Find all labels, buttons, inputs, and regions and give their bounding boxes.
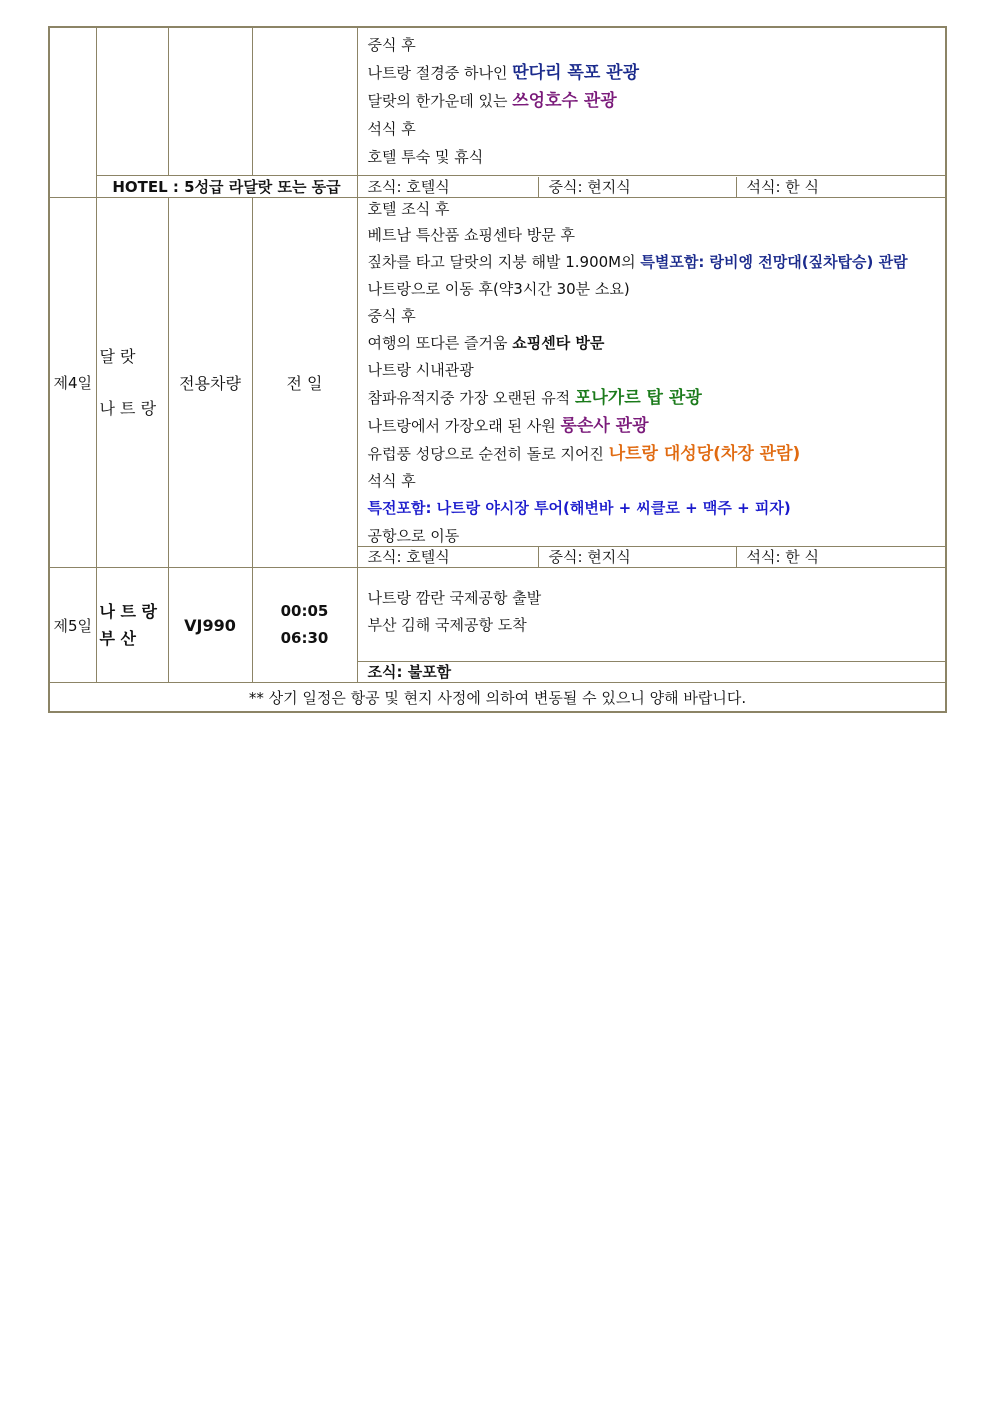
day3-line-2: 나트랑 절경중 하나인 딴다리 폭포 관광	[367, 63, 640, 83]
day4-place-cell	[96, 198, 168, 568]
day3-label-cell	[49, 27, 96, 198]
langbiang-highlight: 특별포함: 랑비엥 전망대(짚차탑승) 관람	[640, 253, 908, 271]
day5-place-cell	[96, 568, 168, 683]
day4-place-nhatrang: 나 트 랑	[99, 398, 157, 418]
day4-breakfast: 조식: 호텔식	[358, 547, 539, 567]
day4-line-1: 호텔 조식 후	[367, 200, 450, 218]
footer-row	[49, 683, 946, 713]
hotel-info: HOTEL : 5성급 라달랏 또는 동급	[96, 176, 357, 198]
day5-flight: VJ990	[168, 568, 252, 683]
day5-arrival-time: 06:30	[280, 629, 329, 647]
day4-line-7: 나트랑 시내관광	[367, 361, 474, 379]
day4-line-2: 베트남 특산품 쇼핑센타 방문 후	[367, 226, 575, 244]
day3-schedule-row	[49, 27, 946, 176]
day4-label: 제4일	[49, 198, 96, 568]
day4-line-3: 짚차를 타고 달랏의 지붕 해발 1.900M의 특별포함: 랑비엥 전망대(짚차탑승) 관람	[367, 253, 908, 271]
day5-line-2: 부산 김해 국제공항 도착	[367, 616, 527, 634]
day4-dinner: 석식: 한 식	[746, 548, 820, 566]
day4-description	[357, 198, 946, 547]
day4-meals	[357, 547, 946, 568]
day5-schedule-row	[49, 568, 946, 662]
day4-line-9: 나트랑에서 가장오래 된 사원 롱손사 관광	[367, 416, 649, 436]
day5-description	[357, 568, 946, 662]
day3-description	[357, 27, 946, 176]
day5-departure-time: 00:05	[280, 602, 329, 620]
itinerary-table	[48, 26, 947, 713]
day5-line-1: 나트랑 깜란 국제공항 출발	[367, 589, 542, 607]
day3-meals	[357, 176, 946, 198]
tandari-waterfall-highlight: 딴다리 폭포 관광	[512, 63, 640, 83]
day3-time-cell	[252, 27, 357, 176]
day4-time: 전 일	[252, 198, 357, 568]
day3-dinner: 석식: 한 식	[746, 177, 820, 196]
day4-line-8: 참파유적지중 가장 오랜된 유적 포나가르 탑 관광	[367, 388, 702, 408]
day3-line-4: 석식 후	[367, 120, 416, 138]
day3-line-1: 중식 후	[367, 36, 416, 54]
day5-label: 제5일	[49, 568, 96, 683]
day4-line-5: 중식 후	[367, 307, 416, 325]
footer-note: ** 상기 일정은 항공 및 현지 사정에 의하여 변동될 수 있으니 양해 바랍니다.	[49, 683, 946, 713]
day5-place-busan: 부 산	[99, 629, 136, 648]
long-son-highlight: 롱손사 관광	[560, 416, 649, 436]
day4-line-4: 나트랑으로 이동 후(약3시간 30분 소요)	[367, 280, 630, 298]
day5-meals: 조식: 불포함	[357, 662, 946, 683]
day3-breakfast: 조식: 호텔식	[358, 177, 539, 197]
day5-times	[252, 568, 357, 683]
shopping-center-highlight: 쇼핑센타 방문	[512, 334, 605, 352]
day4-line-10: 유럽풍 성당으로 순전히 돌로 지어진 나트랑 대성당(차장 관람)	[367, 444, 801, 464]
day5-place-nhatrang: 나 트 랑	[99, 602, 158, 621]
cathedral-highlight: 나트랑 대성당(차장 관람)	[608, 444, 801, 464]
day3-hotel-row	[49, 176, 946, 198]
xuan-huong-lake-highlight: 쓰엉호수 관광	[512, 91, 617, 111]
day3-line-3: 달랏의 한가운데 있는 쓰엉호수 관광	[367, 91, 617, 111]
day4-place-dalat: 달 랏	[99, 346, 136, 366]
day3-transport-cell	[168, 27, 252, 176]
day4-line-11: 석식 후	[367, 472, 416, 490]
po-nagar-highlight: 포나가르 탑 관광	[574, 388, 702, 408]
day4-line-13: 공항으로 이동	[367, 527, 460, 545]
day4-lunch: 중식: 현지식	[539, 547, 737, 567]
day3-lunch: 중식: 현지식	[539, 177, 737, 197]
day3-place-cell	[96, 27, 168, 176]
day4-transport: 전용차량	[168, 198, 252, 568]
itinerary-sheet	[48, 26, 947, 713]
day4-line-6: 여행의 또다른 즐거움 쇼핑센타 방문	[367, 334, 605, 352]
night-market-highlight: 특전포함: 나트랑 야시장 투어(해변바 + 씨클로 + 맥주 + 피자)	[367, 499, 791, 517]
day3-line-5: 호텔 투숙 및 휴식	[367, 148, 484, 166]
day4-schedule-row	[49, 198, 946, 547]
